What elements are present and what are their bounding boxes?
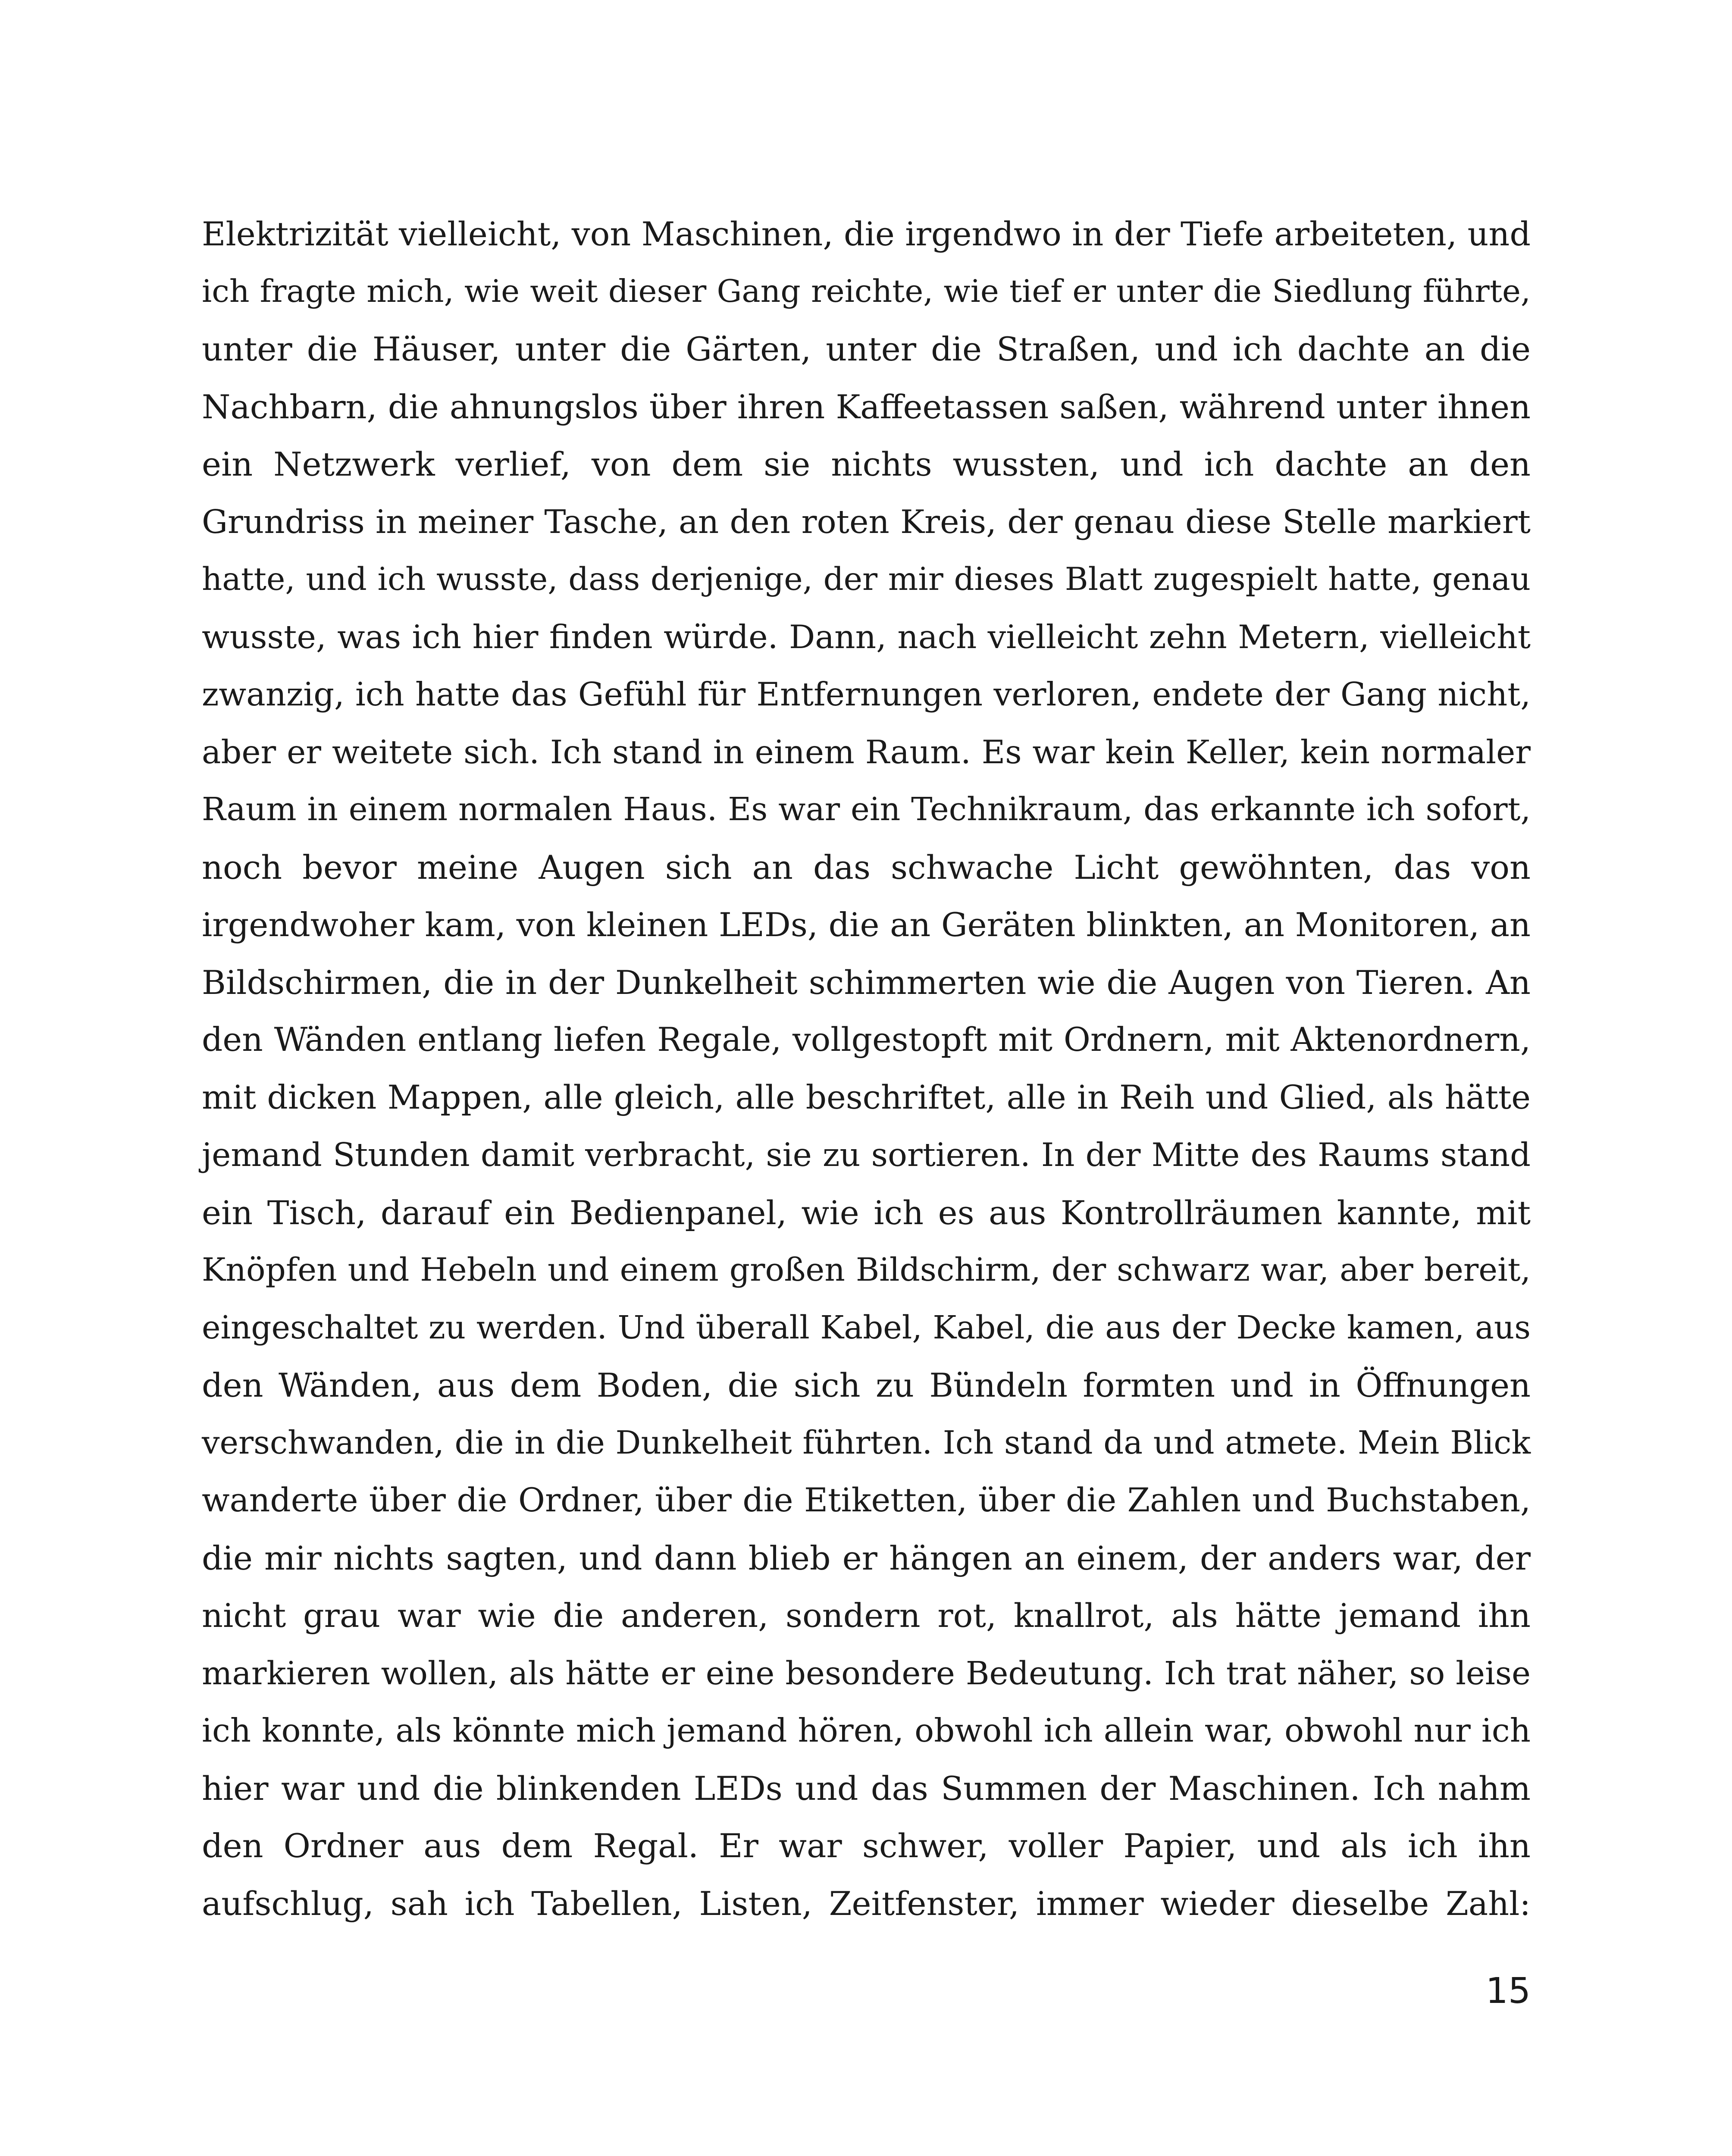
text-line: hier war und die blinkenden LEDs und das Summen der Maschinen. Ich nahm — [202, 1769, 1531, 1808]
text-line: wanderte über die Ordner, über die Etiketten, über die Zahlen und Buchstaben, — [202, 1481, 1531, 1519]
text-line: eingeschaltet zu werden. Und überall Kabel, Kabel, die aus der Decke kamen, aus — [202, 1309, 1531, 1346]
text-line: ein Tisch, darauf ein Bedienpanel, wie ich es aus Kontrollräumen kannte, mit — [202, 1193, 1531, 1232]
text-line: die mir nichts sagten, und dann blieb er hängen an einem, der anders war, der — [202, 1539, 1531, 1577]
page-number: 15 — [1485, 1971, 1531, 2012]
text-line: ich fragte mich, wie weit dieser Gang reichte, wie tief er unter die Siedlung führte, — [202, 273, 1531, 310]
text-line: Knöpfen und Hebeln und einem großen Bildschirm, der schwarz war, aber bereit, — [202, 1251, 1531, 1288]
text-line: noch bevor meine Augen sich an das schwache Licht gewöhnten, das von — [202, 848, 1531, 887]
text-line: Bildschirmen, die in der Dunkelheit schimmerten wie die Augen von Tieren. An — [202, 963, 1531, 1002]
text-line: mit dicken Mappen, alle gleich, alle beschriftet, alle in Reih und Glied, als hätte — [202, 1078, 1531, 1116]
text-line: hatte, und ich wusste, dass derjenige, der mir dieses Blatt zugespielt hatte, genau — [202, 561, 1531, 598]
text-line: aufschlug, sah ich Tabellen, Listen, Zeitfenster, immer wieder dieselbe Zahl: — [202, 1884, 1531, 1923]
text-line: ich konnte, als könnte mich jemand hören, obwohl ich allein war, obwohl nur ich — [202, 1711, 1531, 1749]
text-line: Grundriss in meiner Tasche, an den roten Kreis, der genau diese Stelle markiert — [202, 502, 1531, 541]
text-line: zwanzig, ich hatte das Gefühl für Entfernungen verloren, endete der Gang nicht, — [202, 676, 1531, 713]
text-line: aber er weitete sich. Ich stand in einem Raum. Es war kein Keller, kein normaler — [202, 733, 1531, 771]
text-line: den Wänden entlang liefen Regale, vollgestopft mit Ordnern, mit Aktenordnern, — [202, 1021, 1531, 1059]
text-line: Elektrizität vielleicht, von Maschinen, die irgendwo in der Tiefe arbeiteten, und — [202, 215, 1531, 253]
text-line: irgendwoher kam, von kleinen LEDs, die an Geräten blinkten, an Monitoren, an — [202, 906, 1531, 944]
text-line: den Ordner aus dem Regal. Er war schwer, voller Papier, und als ich ihn — [202, 1827, 1531, 1865]
text-line: nicht grau war wie die anderen, sondern rot, knallrot, als hätte jemand ihn — [202, 1596, 1531, 1635]
text-line: den Wänden, aus dem Boden, die sich zu Bündeln formten und in Öffnungen — [202, 1366, 1531, 1404]
text-line: wusste, was ich hier finden würde. Dann, nach vielleicht zehn Metern, vielleicht — [202, 617, 1531, 656]
text-line: ein Netzwerk verlief, von dem sie nichts wussten, und ich dachte an den — [202, 445, 1531, 483]
text-line: Raum in einem normalen Haus. Es war ein Technikraum, das erkannte ich sofort, — [202, 791, 1531, 828]
text-line: unter die Häuser, unter die Gärten, unter die Straßen, und ich dachte an die — [202, 330, 1531, 368]
text-line: jemand Stunden damit verbracht, sie zu sortieren. In der Mitte des Raums stand — [202, 1136, 1531, 1174]
text-line: verschwanden, die in die Dunkelheit führten. Ich stand da und atmete. Mein Blick — [202, 1424, 1531, 1461]
text-line: Nachbarn, die ahnungslos über ihren Kaffeetassen saßen, während unter ihnen — [202, 387, 1531, 426]
text-line: markieren wollen, als hätte er eine besondere Bedeutung. Ich trat näher, so leise — [202, 1654, 1531, 1692]
body-text — [202, 205, 1531, 1932]
